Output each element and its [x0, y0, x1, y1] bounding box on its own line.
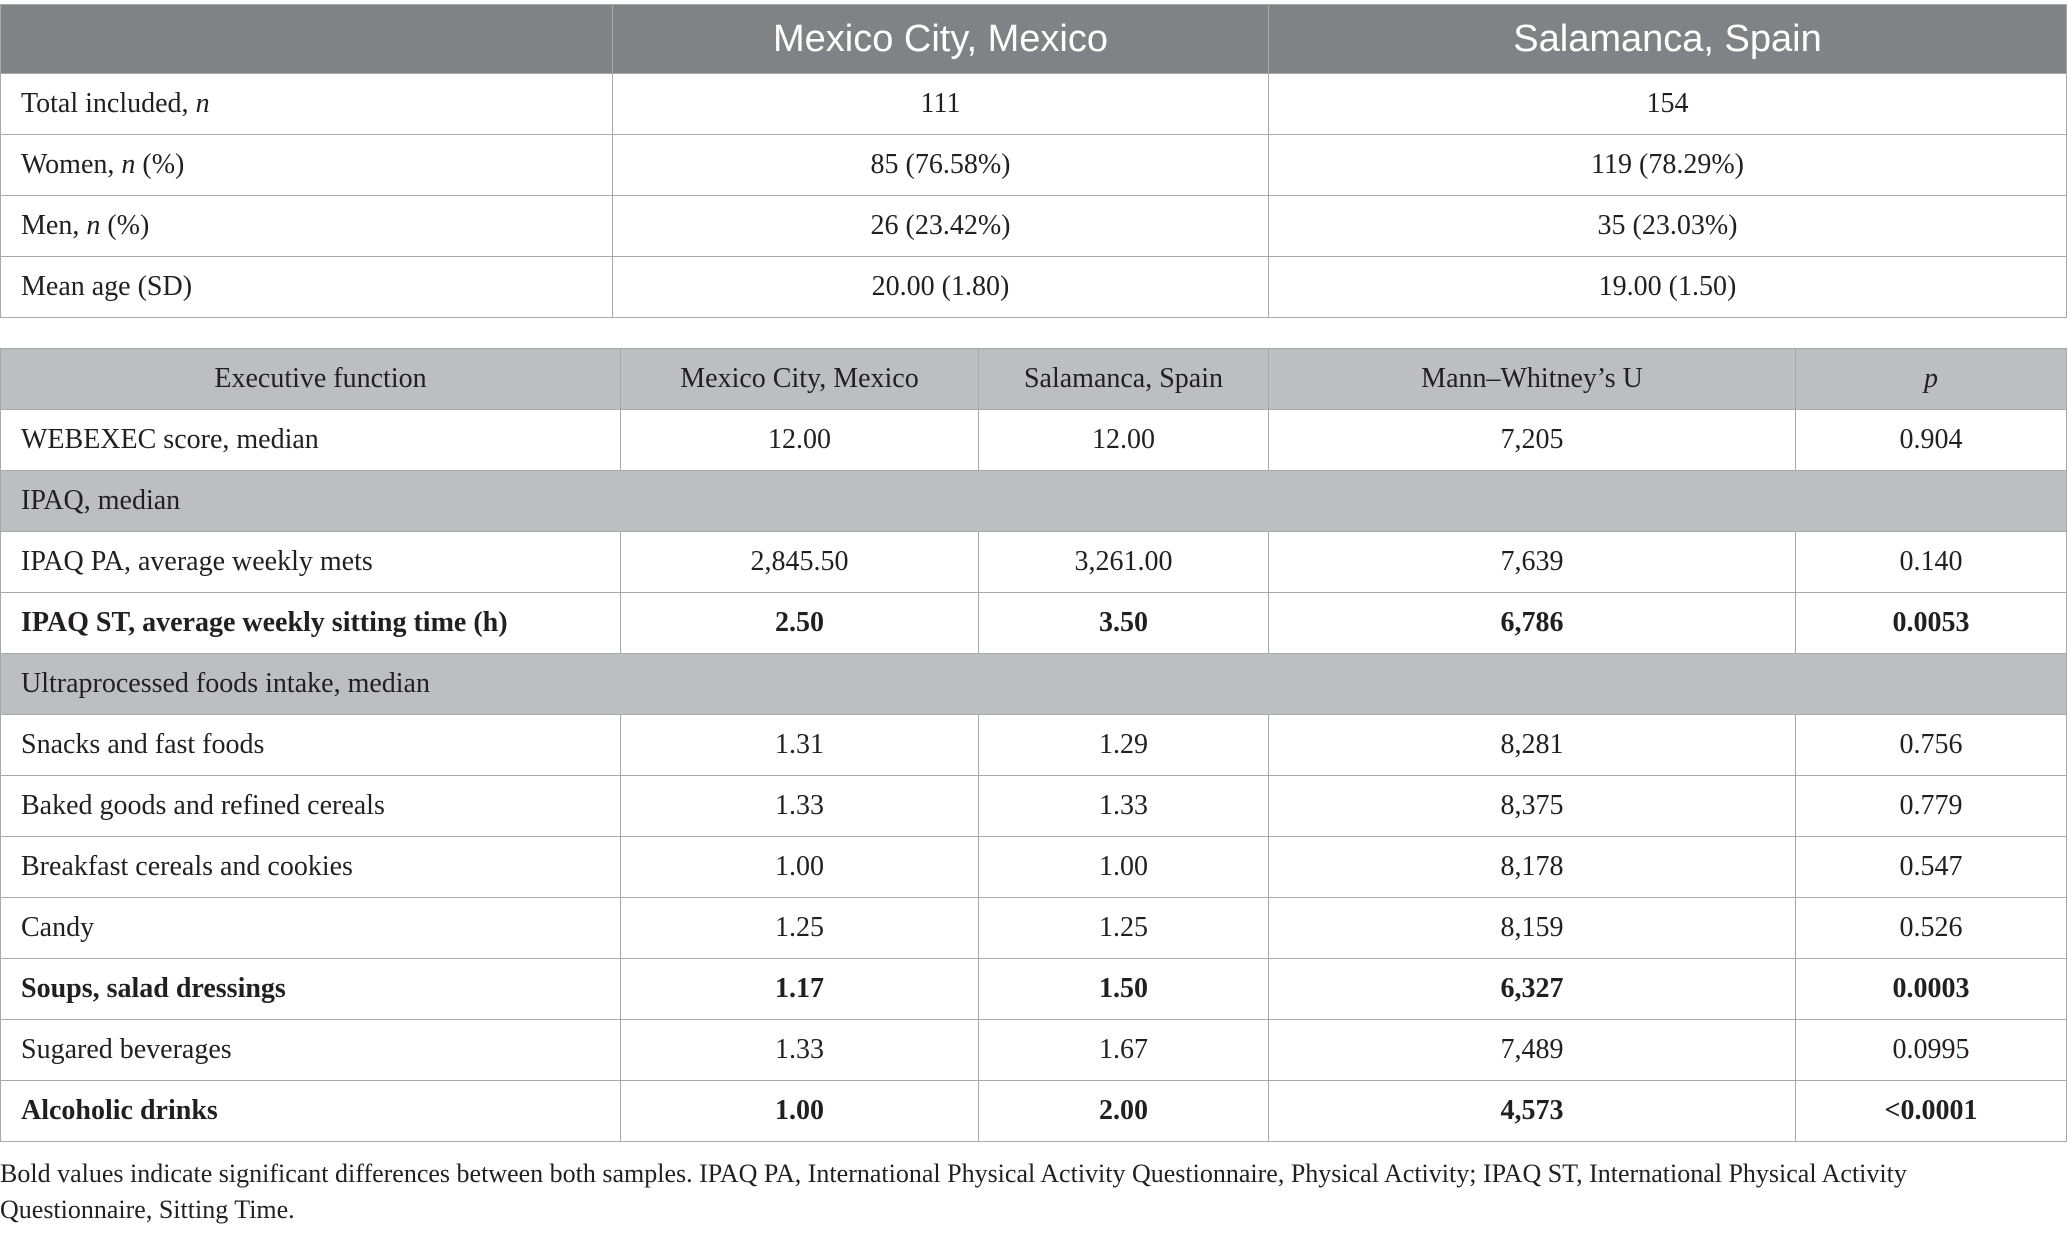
table-row — [1, 715, 2067, 776]
row-label-italic: n — [121, 149, 136, 180]
row-label-text: Mean age (SD) — [21, 271, 193, 302]
demographics-table — [0, 4, 2067, 318]
header-p-value — [1796, 349, 2067, 410]
u-value: 7,639 — [1269, 532, 1796, 593]
u-value: 7,489 — [1269, 1020, 1796, 1081]
header-mexico-city: Mexico City, Mexico — [621, 349, 979, 410]
table-row — [1, 593, 2067, 654]
table-row — [1, 1081, 2067, 1142]
table-row — [1, 410, 2067, 471]
spain-value: 1.50 — [979, 959, 1269, 1020]
table-row — [1, 837, 2067, 898]
mexico-value: 2,845.50 — [621, 532, 979, 593]
row-label: Breakfast cereals and cookies — [1, 837, 621, 898]
spain-value: 1.67 — [979, 1020, 1269, 1081]
spain-value: 19.00 (1.50) — [1269, 257, 2067, 318]
header-executive-function: Executive function — [1, 349, 621, 410]
mexico-value: 12.00 — [621, 410, 979, 471]
row-label-italic: n — [195, 88, 210, 119]
u-value: 8,178 — [1269, 837, 1796, 898]
row-label: Baked goods and refined cereals — [1, 776, 621, 837]
row-label: Snacks and fast foods — [1, 715, 621, 776]
u-value: 4,573 — [1269, 1081, 1796, 1142]
spain-value: 2.00 — [979, 1081, 1269, 1142]
demographics-row — [1, 135, 2067, 196]
demographics-row — [1, 257, 2067, 318]
mexico-value: 2.50 — [621, 593, 979, 654]
demographics-header-row — [1, 5, 2067, 74]
results-table — [0, 348, 2067, 1142]
row-label-suffix: (%) — [100, 210, 150, 241]
row-label: IPAQ ST, average weekly sitting time (h) — [1, 593, 621, 654]
spain-value: 1.33 — [979, 776, 1269, 837]
p-value: 0.547 — [1796, 837, 2067, 898]
row-label-italic: n — [86, 210, 101, 241]
mexico-value: 1.25 — [621, 898, 979, 959]
row-label-suffix: (%) — [135, 149, 185, 180]
spain-value: 3,261.00 — [979, 532, 1269, 593]
spain-value: 35 (23.03%) — [1269, 196, 2067, 257]
table-row — [1, 532, 2067, 593]
mexico-value: 85 (76.58%) — [613, 135, 1269, 196]
mexico-value: 1.17 — [621, 959, 979, 1020]
demographics-row — [1, 74, 2067, 135]
row-label-text: Women, — [21, 149, 122, 180]
spain-value: 1.29 — [979, 715, 1269, 776]
spain-value: 1.25 — [979, 898, 1269, 959]
u-value: 6,786 — [1269, 593, 1796, 654]
row-label: Sugared beverages — [1, 1020, 621, 1081]
results-header-row — [1, 349, 2067, 410]
demographics-header-blank — [1, 5, 613, 74]
row-label: Candy — [1, 898, 621, 959]
table-footnote: Bold values indicate significant differences between both samples. IPAQ PA, International Physical Activity Questionnaire, Physical Activity; IPAQ ST, International Physical Activity Questionnaire, Sitting Time. — [0, 1159, 1907, 1224]
spain-value: 12.00 — [979, 410, 1269, 471]
mexico-value: 1.31 — [621, 715, 979, 776]
section-header-row — [1, 471, 2067, 532]
section-label: IPAQ, median — [1, 471, 2067, 532]
row-label — [1, 135, 613, 196]
header-salamanca: Salamanca, Spain — [979, 349, 1269, 410]
table-row — [1, 898, 2067, 959]
mexico-value: 111 — [613, 74, 1269, 135]
row-label: Soups, salad dressings — [1, 959, 621, 1020]
demographics-row — [1, 196, 2067, 257]
row-label — [1, 257, 613, 318]
p-value: 0.0003 — [1796, 959, 2067, 1020]
mexico-value: 26 (23.42%) — [613, 196, 1269, 257]
row-label: Alcoholic drinks — [1, 1081, 621, 1142]
p-value: <0.0001 — [1796, 1081, 2067, 1142]
u-value: 7,205 — [1269, 410, 1796, 471]
p-value: 0.756 — [1796, 715, 2067, 776]
table-row — [1, 959, 2067, 1020]
spain-value: 1.00 — [979, 837, 1269, 898]
spain-value: 154 — [1269, 74, 2067, 135]
p-value: 0.140 — [1796, 532, 2067, 593]
section-header-row — [1, 654, 2067, 715]
demographics-header-mexico: Mexico City, Mexico — [613, 5, 1269, 74]
u-value: 6,327 — [1269, 959, 1796, 1020]
section-label: Ultraprocessed foods intake, median — [1, 654, 2067, 715]
row-label — [1, 74, 613, 135]
row-label: IPAQ PA, average weekly mets — [1, 532, 621, 593]
u-value: 8,281 — [1269, 715, 1796, 776]
demographics-header-spain: Salamanca, Spain — [1269, 5, 2067, 74]
row-label — [1, 196, 613, 257]
spain-value: 119 (78.29%) — [1269, 135, 2067, 196]
u-value: 8,375 — [1269, 776, 1796, 837]
header-mann-whitney-u: Mann–Whitney’s U — [1269, 349, 1796, 410]
table-row — [1, 776, 2067, 837]
p-symbol: p — [1924, 363, 1938, 394]
p-value: 0.0995 — [1796, 1020, 2067, 1081]
mexico-value: 1.00 — [621, 1081, 979, 1142]
mexico-value: 20.00 (1.80) — [613, 257, 1269, 318]
u-value: 8,159 — [1269, 898, 1796, 959]
spain-value: 3.50 — [979, 593, 1269, 654]
mexico-value: 1.33 — [621, 1020, 979, 1081]
p-value: 0.526 — [1796, 898, 2067, 959]
table-row — [1, 1020, 2067, 1081]
p-value: 0.904 — [1796, 410, 2067, 471]
p-value: 0.0053 — [1796, 593, 2067, 654]
mexico-value: 1.00 — [621, 837, 979, 898]
row-label: WEBEXEC score, median — [1, 410, 621, 471]
row-label-text: Total included, — [21, 88, 196, 119]
mexico-value: 1.33 — [621, 776, 979, 837]
p-value: 0.779 — [1796, 776, 2067, 837]
row-label-text: Men, — [21, 210, 87, 241]
